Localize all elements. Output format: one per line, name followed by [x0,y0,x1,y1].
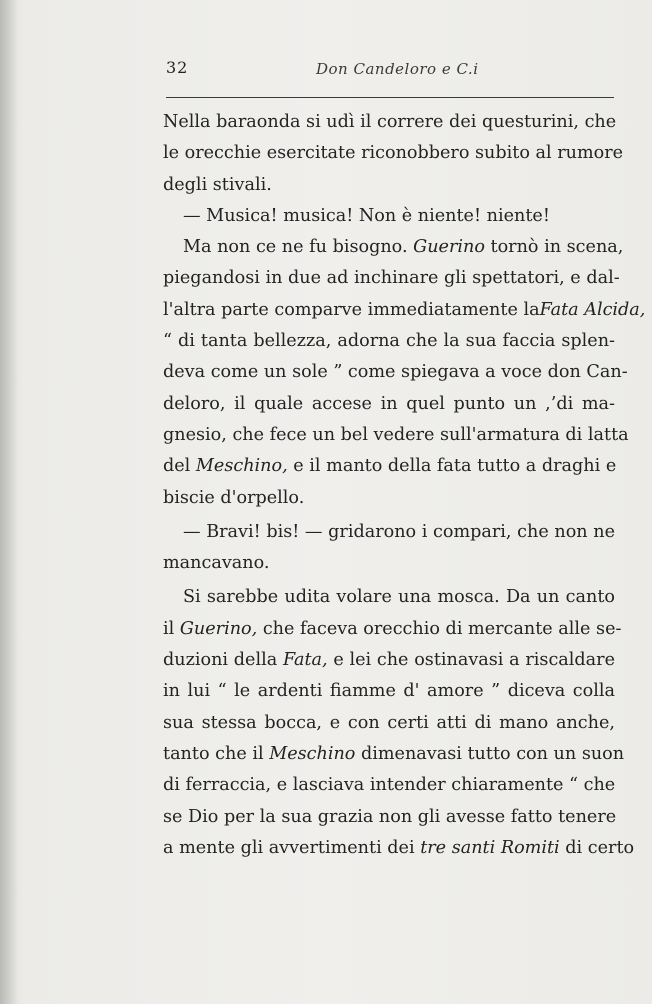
text-line: l'altra parte comparve immediatamente laFata Alcida, [163,299,646,320]
text-line: “ di tanta bellezza, adorna che la sua faccia splen- [163,331,615,352]
header-rule [166,97,614,98]
text-line: Ma non ce ne fu bisogno. Guerino tornò in scena, [183,237,624,258]
text-line: se Dio per la sua grazia non gli avesse fatto tenere [163,806,617,827]
text-line: Nella baraonda si udì il correre dei questurini, che [163,112,617,132]
page-number: 32 [166,58,189,77]
text-line: degli stivali. [163,174,272,195]
page-header [166,54,612,84]
text-line: piegandosi in due ad inchinare gli spettatori, e dal- [163,268,620,289]
text-line: a mente gli avvertimenti dei tre santi Romiti di certo [163,837,635,858]
text-line: — Musica! musica! Non è niente! niente! [183,205,550,226]
text-line: in lui “ le ardenti fiamme d' amore ” diceva colla [163,681,615,702]
text-line: gnesio, che fece un bel vedere sull'armatura di latta [163,424,629,445]
page-gutter-shadow [0,0,18,1004]
text-line: mancavano. [163,553,270,574]
text-line: sua stessa bocca, e con certi atti di mano anche, [163,712,615,733]
text-line: deloro, il quale accese in quel punto un ,’di ma- [163,393,615,414]
text-line: biscie d'orpello. [163,487,305,508]
body-text [163,107,646,864]
text-line: le orecchie esercitate riconobbero subito al rumore [163,143,624,164]
text-line: deva come un sole ” come spiegava a voce don Can- [163,362,628,383]
text-line: — Bravi! bis! — gridarono i compari, che non ne [183,521,615,542]
text-line: di ferraccia, e lasciava intender chiaramente “ che [163,775,616,796]
text-line: duzioni della Fata, e lei che ostinavasi a riscaldare [163,650,615,671]
running-title: Don Candeloro e C.i [316,60,479,78]
text-line: tanto che il Meschino dimenavasi tutto con un suon [163,743,625,764]
text-line: Si sarebbe udita volare una mosca. Da un canto [183,587,615,608]
text-line: del Meschino, e il manto della fata tutto a draghi e [163,456,617,477]
text-line: il Guerino, che faceva orecchio di mercante alle se- [163,618,622,639]
